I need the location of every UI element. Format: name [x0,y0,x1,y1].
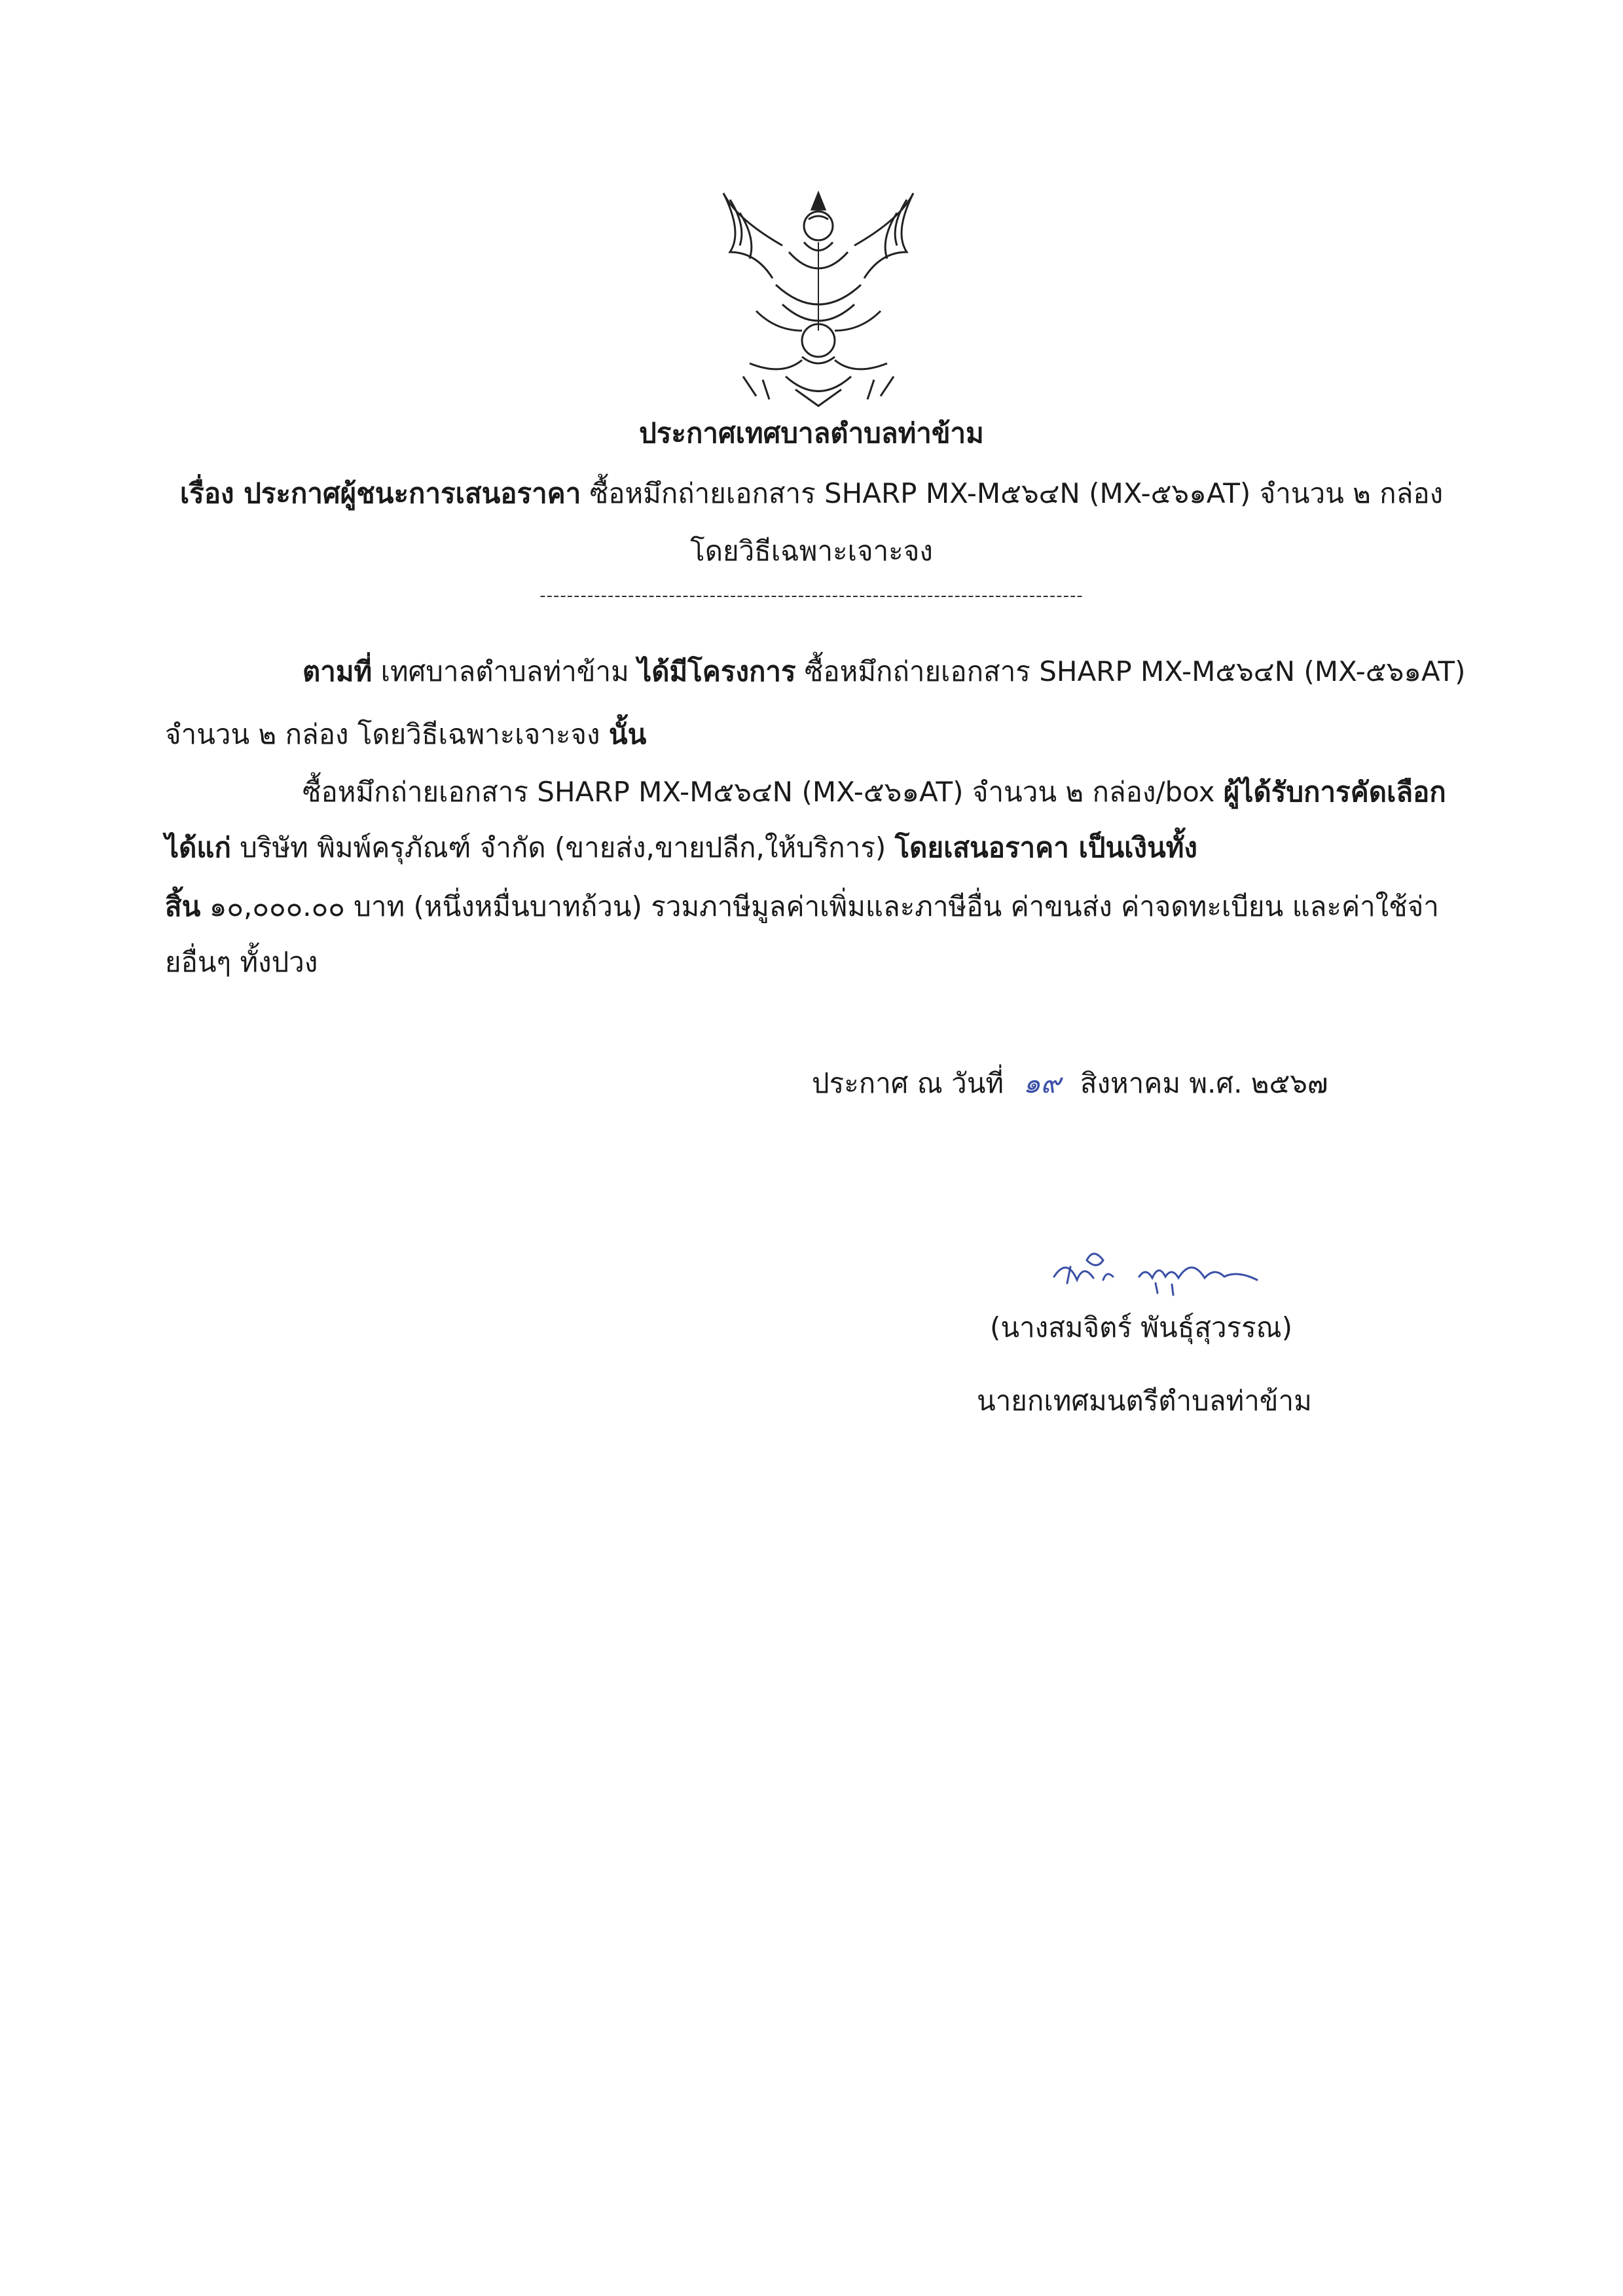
p1-item: ซื้อหมึกถ่ายเอกสาร SHARP MX-M๕๖๔N (MX-๕๖๑AT) [804,655,1466,687]
p1-end: นั้น [608,718,647,750]
garuda-emblem-icon [710,180,926,409]
announcement-date [812,1064,1328,1103]
handwritten-signature [1041,1231,1264,1303]
subject-label: เรื่อง ประกาศผู้ชนะการเสนอราคา [179,477,581,509]
procurement-method: โดยวิธีเฉพาะเจาะจง [690,535,933,567]
p2-winner: บริษัท พิมพ์ครุภัณฑ์ จำกัด (ขายส่ง,ขายปลีก,ให้บริการ) [240,831,886,864]
signer-name: (นางสมจิตร์ พันธุ์สุวรรณ) [990,1311,1293,1343]
divider-line: -------------------------------------------------------------------------------- [539,586,1084,606]
paragraph-2-line-2 [165,828,1197,867]
date-day: ๑๙ [1023,1067,1061,1099]
date-month-year: สิงหาคม พ.ศ. ๒๕๖๗ [1080,1067,1328,1099]
p2-total-word: สิ้น [165,890,201,922]
p2-item: ซื้อหมึกถ่ายเอกสาร SHARP MX-M๕๖๔N (MX-๕๖๑AT) จำนวน ๒ กล่อง/box [302,776,1215,808]
p1-lead: ตามที่ [302,655,373,687]
paragraph-1-line-2 [165,715,646,754]
subject-text: ซื้อหมึกถ่ายเอกสาร SHARP MX-M๕๖๔N (MX-๕๖๑AT) จำนวน ๒ กล่อง [589,477,1444,509]
document-subject [0,474,1623,513]
p2-selected: ผู้ได้รับการคัดเลือก [1223,776,1446,808]
p2-amount: ๑๐,๐๐๐.๐๐ บาท (หนึ่งหมื่นบาทถ้วน) [209,890,642,922]
signer-position: นายกเทศมนตรีตำบลท่าข้าม [977,1385,1312,1417]
p2-tax: รวมภาษีมูลค่าเพิ่มและภาษีอื่น ค่าขนส่ง ค่าจดทะเบียน และค่าใช้จ่า [651,890,1439,922]
p2-winner-label: ได้แก่ [165,831,231,864]
document-title: ประกาศเทศบาลตำบลท่าข้าม [639,417,984,449]
paragraph-1-line-1 [302,652,1465,691]
paragraph-2-line-1 [302,773,1446,812]
date-prefix: ประกาศ ณ วันที่ [812,1067,1004,1099]
paragraph-2-line-4: ยอื่นๆ ทั้งปวง [165,946,318,978]
p1-line2: จำนวน ๒ กล่อง โดยวิธีเฉพาะเจาะจง [165,718,600,750]
p1-org: เทศบาลตำบลท่าข้าม [380,655,629,687]
p2-offer: โดยเสนอราคา เป็นเงินทั้ง [894,831,1197,864]
paragraph-2-line-3 [165,887,1439,926]
p1-mid: ได้มีโครงการ [638,655,796,687]
